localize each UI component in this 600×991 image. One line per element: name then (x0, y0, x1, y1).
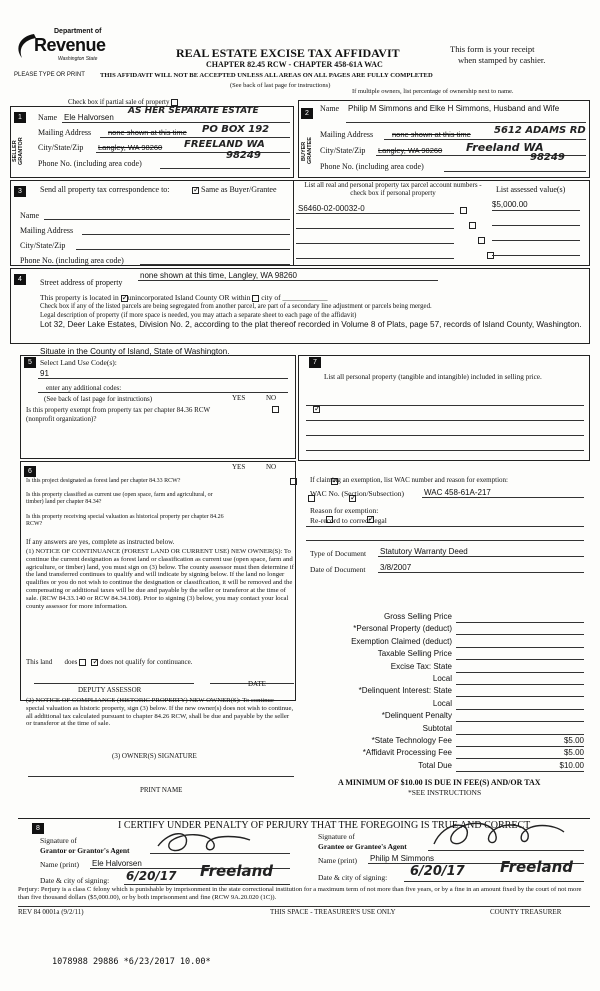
owner-signature-label: (3) OWNER(S) SIGNATURE (112, 752, 197, 760)
forest-land-question: Is this project designated as forest land per chapter 84.33 RCW? (26, 478, 181, 484)
grantee-name-label: Name (print) (318, 856, 357, 865)
seller-city-handwritten[interactable]: FREELAND WA (184, 139, 265, 150)
fee-row (300, 637, 590, 649)
grantee-city-handwritten[interactable]: Freeland (500, 858, 574, 876)
buyer-mailing-handwritten[interactable]: 5612 ADAMS RD (494, 125, 586, 136)
seller-grantor-label: SELLER GRANTOR (12, 137, 24, 165)
fee-label: *Delinquent Penalty (381, 711, 452, 721)
s3-mailing-label: Mailing Address (20, 226, 74, 235)
section-7-box (298, 355, 590, 461)
buyer-mailing-struck: none shown at this time (392, 130, 471, 139)
fee-label: Total Due (418, 760, 452, 770)
s6-yes-header: YES (232, 463, 246, 471)
fee-label: *State Technology Fee (371, 736, 452, 745)
parcel-header: List all real and personal property tax parcel account numbers - check box if personal property (304, 181, 482, 197)
grantor-signature[interactable] (150, 826, 260, 858)
fee-row (300, 674, 590, 686)
fee-row (300, 686, 590, 698)
seller-mailing-struck: none shown at this time (108, 128, 187, 137)
historic-question: Is this property receiving special valuation as historical property per chapter 84.26 RCW? (26, 514, 224, 527)
personal-property-checkbox-3[interactable] (478, 237, 485, 244)
street-address-label: Street address of property (40, 278, 123, 287)
grantee-date-handwritten[interactable]: 6/20/17 (410, 864, 465, 879)
partial-sale-checkbox-label[interactable]: Check box if partial sale of property (68, 98, 178, 106)
fee-label: Gross Selling Price (383, 612, 452, 621)
same-as-buyer-checkbox[interactable] (192, 187, 199, 194)
fee-value[interactable] (456, 724, 584, 735)
assessed-header: List assessed value(s) (496, 185, 566, 194)
exemption-label: If claiming an exemption, list WAC number and reason for exemption: (310, 476, 508, 484)
fee-row (300, 649, 590, 661)
grantee-sig-label-b: Grantee or Grantee's Agent (318, 842, 407, 851)
grantee-date-city-label: Date & city of signing: (318, 873, 388, 882)
section-1-number: 1 (14, 112, 26, 123)
forest-yes-checkbox[interactable] (290, 478, 297, 485)
s3-phone-label: Phone No. (including area code) (20, 256, 124, 265)
qualify-line: This land does ✓ does not qualify for continuance. (26, 658, 192, 666)
buyer-mailing-label: Mailing Address (320, 130, 374, 139)
seller-city-label: City/State/Zip (38, 143, 84, 152)
section-2-number: 2 (301, 108, 313, 119)
county-treasurer-label: COUNTY TREASURER (490, 908, 562, 916)
please-type-note: PLEASE TYPE OR PRINT (14, 72, 85, 78)
reason-field[interactable]: Re-record to correct legal (310, 516, 387, 525)
seller-mailing-handwritten[interactable]: PO BOX 192 (202, 124, 270, 135)
see-back-note: (See back of last page for instructions) (230, 82, 331, 89)
fee-value[interactable] (456, 674, 584, 685)
grantor-name-label: Name (print) (40, 860, 79, 869)
fee-value[interactable] (456, 662, 584, 673)
land-use-label: Select Land Use Code(s): (40, 358, 117, 367)
perjury-notice: Perjury: Perjury is a class C felony which is punishable by imprisonment in the state correctional institution for a maximum term of not more than five years, or by a fine in an amount fixed by the court of not more than five thousand dollars ($5,000.00), or by both imprisonment and fine (RCW 9A.20.020 (1C)). (18, 886, 582, 901)
grantor-date-handwritten[interactable]: 6/20/17 (126, 869, 177, 883)
fee-label: Taxable Selling Price (377, 649, 452, 659)
personal-property-label: List all personal property (tangible and intangible) included in selling price. (324, 373, 542, 381)
seller-name-handwritten: AS HER SEPARATE ESTATE (128, 106, 259, 116)
fee-value[interactable] (456, 612, 584, 623)
parcel-number-1[interactable]: S6460-02-00032-0 (298, 204, 365, 213)
s3-city-label: City/State/Zip (20, 241, 66, 250)
notice-of-compliance: (2) NOTICE OF COMPLIANCE (HISTORIC PROPERTY) NEW OWNER(S): To continue special valuation as historic property, sign (3) below. If the new owner(s) does not wish to continue, all additional tax calculated pursuant to chapter 84.26 RCW, shall be due and payable by the seller or transferor at the time of sale. (26, 697, 294, 728)
fee-value[interactable] (456, 686, 584, 697)
buyer-city-struck: Langley, WA 98260 (378, 146, 443, 155)
seller-name-field[interactable]: Ele Halvorsen (64, 113, 114, 122)
doc-date-label: Date of Document (310, 565, 366, 574)
located-in-line: This property is located in ✓ unincorporated Island County OR within city of ____________ (40, 293, 328, 302)
assessed-value-1[interactable]: $5,000.00 (492, 200, 528, 209)
legal-description-label: Legal description of property (if more space is needed, you may attach a separate sheet to each page of the affidavit) (40, 312, 357, 319)
receipt-note-1: This form is your receipt (450, 44, 535, 54)
buyer-city-handwritten[interactable]: Freeland WA (466, 141, 544, 154)
form-revision: REV 84 0001a (9/2/11) (18, 908, 84, 916)
grantee-signature[interactable] (424, 814, 574, 854)
exempt-yes-checkbox[interactable] (272, 406, 279, 413)
fee-value[interactable] (456, 624, 584, 635)
fee-label: *Delinquent Interest: State (358, 686, 452, 696)
logo-revenue-word: Revenue (34, 35, 106, 55)
fee-row (300, 612, 590, 624)
grantor-sig-label-b: Grantor or Grantor's Agent (40, 846, 130, 855)
does-not-qualify-checkbox[interactable] (91, 659, 98, 666)
fee-label: Subtotal (422, 723, 452, 733)
fee-value[interactable]: $5.00 (456, 748, 584, 759)
fee-label: *Affidavit Processing Fee (362, 748, 452, 758)
buyer-zip-handwritten: 98249 (530, 152, 565, 163)
grantor-name-field[interactable]: Ele Halvorsen (92, 859, 142, 868)
fee-value[interactable]: $5.00 (456, 736, 584, 747)
send-correspondence-label: Send all property tax correspondence to: (40, 185, 170, 194)
deputy-date-label: DATE (248, 680, 266, 688)
city-of-checkbox[interactable] (252, 295, 259, 302)
fee-value[interactable] (456, 699, 584, 710)
buyer-city-label: City/State/Zip (320, 146, 366, 155)
grantee-name-field[interactable]: Philip M Simmons (370, 854, 435, 863)
if-yes-note: If any answers are yes, complete as instructed below. (26, 538, 175, 546)
section-7-number: 7 (309, 357, 321, 368)
fee-row (300, 748, 590, 760)
buyer-name-label: Name (320, 104, 340, 113)
wac-label: WAC No. (Section/Subsection) (310, 489, 404, 498)
legal-description-field[interactable]: Lot 32, Deer Lake Estates, Division No. 2, according to the plat thereof recorded in Volume 8 of Plats, page 57, records of Island County, Washington. (40, 320, 582, 329)
partial-sale-checkbox[interactable] (171, 99, 178, 106)
section-6-number: 6 (24, 466, 36, 477)
s5-no-header: NO (266, 394, 277, 402)
current-use-question: Is this property classified as current use (open space, farm and agricultural, or timber) land per chapter 84.34? (26, 492, 213, 505)
receipt-note-2: when stamped by cashier. (458, 55, 546, 65)
fee-value[interactable] (456, 711, 584, 722)
seller-phone-label: Phone No. (including area code) (38, 159, 142, 168)
doc-date-field[interactable]: 3/8/2007 (380, 563, 412, 572)
section-8-number: 8 (32, 823, 44, 834)
seller-mailing-label: Mailing Address (38, 128, 92, 137)
fee-row (300, 711, 590, 723)
form-title: REAL ESTATE EXCISE TAX AFFIDAVIT (176, 46, 400, 60)
unincorporated-checkbox[interactable] (121, 295, 128, 302)
fee-row (300, 699, 590, 711)
fee-label: Local (432, 674, 452, 683)
exempt-question: Is this property exempt from property tax per chapter 84.36 RCW (nonprofit organization)? (26, 406, 210, 423)
same-as-buyer-option[interactable]: ✓ Same as Buyer/Grantee (192, 185, 277, 194)
seller-city-struck: Langley, WA 98260 (98, 143, 163, 152)
doc-type-label: Type of Document (310, 549, 367, 558)
seller-name-label: Name (38, 113, 58, 122)
buyer-phone-label: Phone No. (including area code) (320, 162, 424, 171)
situate-line: Situate in the County of Island, State of Washington. (40, 347, 230, 356)
multiple-owners-note: If multiple owners, list percentage of ownership next to name. (352, 88, 514, 95)
personal-property-checkbox-1[interactable] (460, 207, 467, 214)
s5-see-back: (See back of last page for instructions) (44, 395, 153, 403)
fee-label: *Personal Property (deduct) (353, 624, 452, 634)
wac-field[interactable]: WAC 458-61A-217 (424, 488, 491, 497)
see-instructions-note: *SEE INSTRUCTIONS (408, 788, 482, 797)
fee-row (300, 736, 590, 748)
fee-value[interactable] (456, 649, 584, 660)
fee-label: Exemption Claimed (deduct) (351, 636, 452, 646)
revenue-logo (14, 26, 114, 70)
treasurer-space-note: THIS SPACE - TREASURER'S USE ONLY (270, 908, 396, 916)
grantee-sig-label-a: Signature of (318, 832, 355, 841)
notice-of-continuance: (1) NOTICE OF CONTINUANCE (FOREST LAND OR CURRENT USE) NEW OWNER(S): To continue the current designation as forest land or classification as current use (open space, farm and agriculture, or timber) land, you must sign on (3) below. The county assessor must then determine if the land transferred continues to qualify and will indicate by signing below. If the land no longer qualifies or you do not wish to continue the designation or classification, it will be removed and the compensating or additional taxes will be due and payable by the seller or transferor at the time of sale. (RCW 84.33.140 or RCW 84.34.108). Prior to signing (3) below, you may contact your local county assessor for more information. (26, 548, 294, 610)
segregated-note[interactable]: Check box if any of the listed parcels are being segregated from another parcel, are part of a secondary line adjustment or parcels being merged. (40, 303, 432, 310)
land-use-field[interactable]: 91 (40, 369, 49, 378)
street-address-field[interactable]: none shown at this time, Langley, WA 98260 (140, 271, 297, 280)
does-qualify-checkbox[interactable] (79, 659, 86, 666)
logo-state-line: Washington State (58, 56, 98, 62)
grantor-sig-label-a: Signature of (40, 836, 77, 845)
print-name-label: PRINT NAME (140, 786, 183, 794)
fee-label: Excise Tax: State (390, 661, 452, 671)
deputy-assessor-label: DEPUTY ASSESSOR (78, 686, 142, 694)
additional-codes-label: enter any additional codes: (46, 384, 122, 392)
buyer-grantee-label: BUYER GRANTEE (301, 137, 313, 165)
doc-type-field[interactable]: Statutory Warranty Deed (380, 547, 468, 556)
grantor-date-city-label: Date & city of signing: (40, 876, 110, 885)
fee-row (300, 724, 590, 736)
logo-dept-line: Department of (54, 28, 102, 35)
fee-row (300, 624, 590, 636)
section-5-number: 5 (24, 357, 36, 368)
warning-line: THIS AFFIDAVIT WILL NOT BE ACCEPTED UNLESS ALL AREAS ON ALL PAGES ARE FULLY COMPLETED (100, 72, 433, 79)
s3-name-label: Name (20, 211, 40, 220)
fee-label: Local (432, 698, 452, 708)
fee-row (300, 761, 590, 773)
seller-zip-handwritten: 98249 (226, 150, 261, 161)
buyer-name-field[interactable]: Philip M Simmons and Elke H Simmons, Husband and Wife (348, 104, 560, 113)
s6-no-header: NO (266, 463, 277, 471)
fee-row (300, 662, 590, 674)
s5-yes-header: YES (232, 394, 246, 402)
personal-property-checkbox-2[interactable] (469, 222, 476, 229)
recording-stamp: 1078988 29886 *6/23/2017 10.00* (52, 957, 211, 967)
section-3-number: 3 (14, 186, 26, 197)
reason-label: Reason for exemption: (310, 506, 379, 515)
certify-statement: I CERTIFY UNDER PENALTY OF PERJURY THAT THE FOREGOING IS TRUE AND CORRECT. (118, 820, 532, 831)
grantor-city-handwritten[interactable]: Freeland (200, 862, 274, 880)
fee-value[interactable]: $10.00 (456, 761, 584, 772)
minimum-due-note: A MINIMUM OF $10.00 IS DUE IN FEE(S) AND/OR TAX (338, 778, 541, 787)
fee-value[interactable] (456, 637, 584, 648)
form-subtitle: CHAPTER 82.45 RCW - CHAPTER 458-61A WAC (206, 60, 383, 69)
section-4-number: 4 (14, 274, 26, 285)
